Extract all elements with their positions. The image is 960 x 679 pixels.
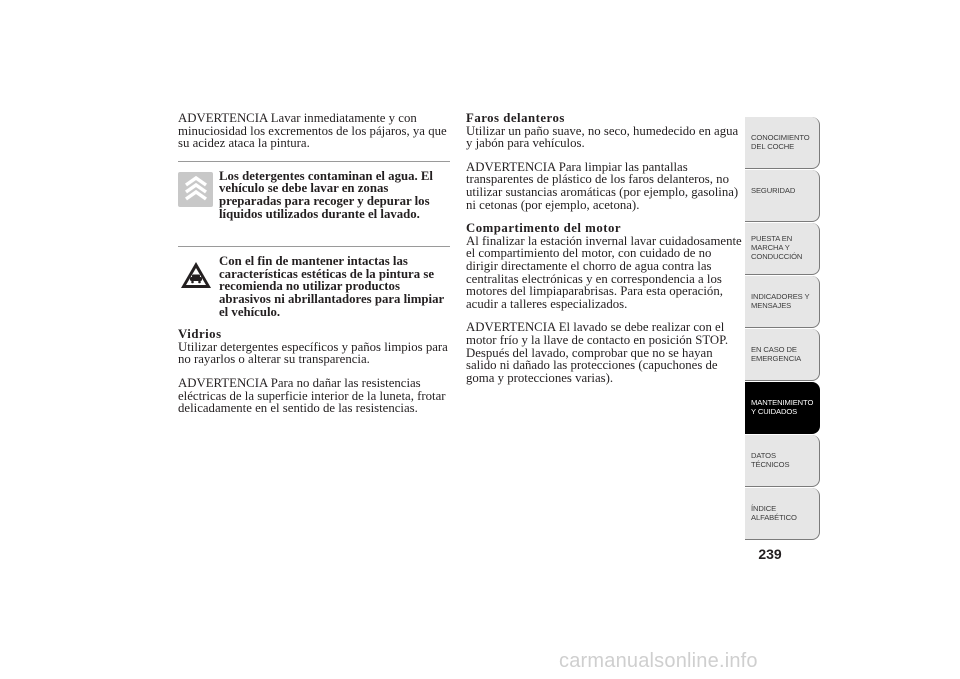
right-column <box>466 112 742 395</box>
glass-text: Utilizar detergentes específicos y paños limpios para no rayarlos o alterar su transparencia. <box>178 339 448 367</box>
tab-conocimiento-del-coche[interactable] <box>745 117 820 169</box>
left-column <box>178 112 450 426</box>
headlights-heading: Faros delanteros <box>466 111 565 125</box>
tab-label: MANTENIMIENTO Y CUIDADOS <box>751 398 814 416</box>
tab-label: CONOCIMIENTO DEL COCHE <box>751 133 810 151</box>
tab-label: PUESTA EN MARCHA Y CONDUCCIÓN <box>751 234 803 261</box>
environment-notice <box>178 170 450 220</box>
tab-label: DATOS TÉCNICOS <box>751 451 790 469</box>
headlights-warning: ADVERTENCIA Para limpiar las pantallas transparentes de plástico de los faros delanteros, no utilizar sustancias aromáticas (por ejemplo, gasolina) ni cetonas (por ejemplo, acetona). <box>466 159 739 212</box>
warning-birds: ADVERTENCIA Lavar inmediatamente y con minuciosidad los excrementos de los pájaros, ya que su acidez ataca la pintura. <box>178 111 447 151</box>
engine-heading: Compartimento del motor <box>466 221 622 236</box>
finish-notice <box>178 255 450 318</box>
tab-label: EN CASO DE EMERGENCIA <box>751 345 802 363</box>
tab-label: ÍNDICE ALFABÉTICO <box>751 504 797 522</box>
page-number: 239 <box>758 546 782 562</box>
tab-seguridad[interactable] <box>745 170 820 222</box>
glass-heading: Vidrios <box>178 327 222 342</box>
tab-mantenimiento-y-cuidados[interactable] <box>745 382 820 434</box>
environment-notice-text: Los detergentes contaminan el agua. El vehículo se debe lavar en zonas preparadas para recoger y depurar los líquidos utilizados durante el lavado. <box>219 168 433 221</box>
engine-text: Al finalizar la estación invernal lavar cuidadosamente el compartimiento del motor, con cuidado de no dirigir directamente el chorro de agua contra las centralitas electrónicas y en correspondencia a los motores del limpiaparabrisas. Para esta operación, acudir a talleres especializados. <box>466 233 742 311</box>
watermark: carmanualsonline.info <box>559 650 758 672</box>
tab-datos-tecnicos[interactable] <box>745 435 820 487</box>
tab-puesta-en-marcha[interactable] <box>745 223 820 275</box>
headlights-text: Utilizar un paño suave, no seco, humedecido en agua y jabón para vehículos. <box>466 123 739 151</box>
divider <box>178 246 450 247</box>
engine-warning: ADVERTENCIA El lavado se debe realizar con el motor frío y la llave de contacto en posición STOP. Después del lavado, comprobar que no se hayan salido ni dañado las protecciones (capuchones de goma y protecciones varias). <box>466 320 729 385</box>
divider <box>178 161 450 162</box>
tab-indice-alfabetico[interactable] <box>745 488 820 540</box>
finish-notice-text: Con el fin de mantener intactas las características estéticas de la pintura se recomienda no utilizar productos abrasivos ni abrillantadores para limpiar el vehículo. <box>219 254 444 319</box>
recycle-chevron-icon <box>178 172 213 207</box>
section-tabs <box>745 117 820 541</box>
tab-label: INDICADORES Y MENSAJES <box>751 292 810 310</box>
tab-indicadores-y-mensajes[interactable] <box>745 276 820 328</box>
tab-label: SEGURIDAD <box>751 186 796 195</box>
car-warning-triangle-icon <box>178 257 213 292</box>
glass-warning: ADVERTENCIA Para no dañar las resistencias eléctricas de la superficie interior de la luneta, frotar delicadamente en el sentido de las resistencias. <box>178 375 446 416</box>
tab-en-caso-de-emergencia[interactable] <box>745 329 820 381</box>
